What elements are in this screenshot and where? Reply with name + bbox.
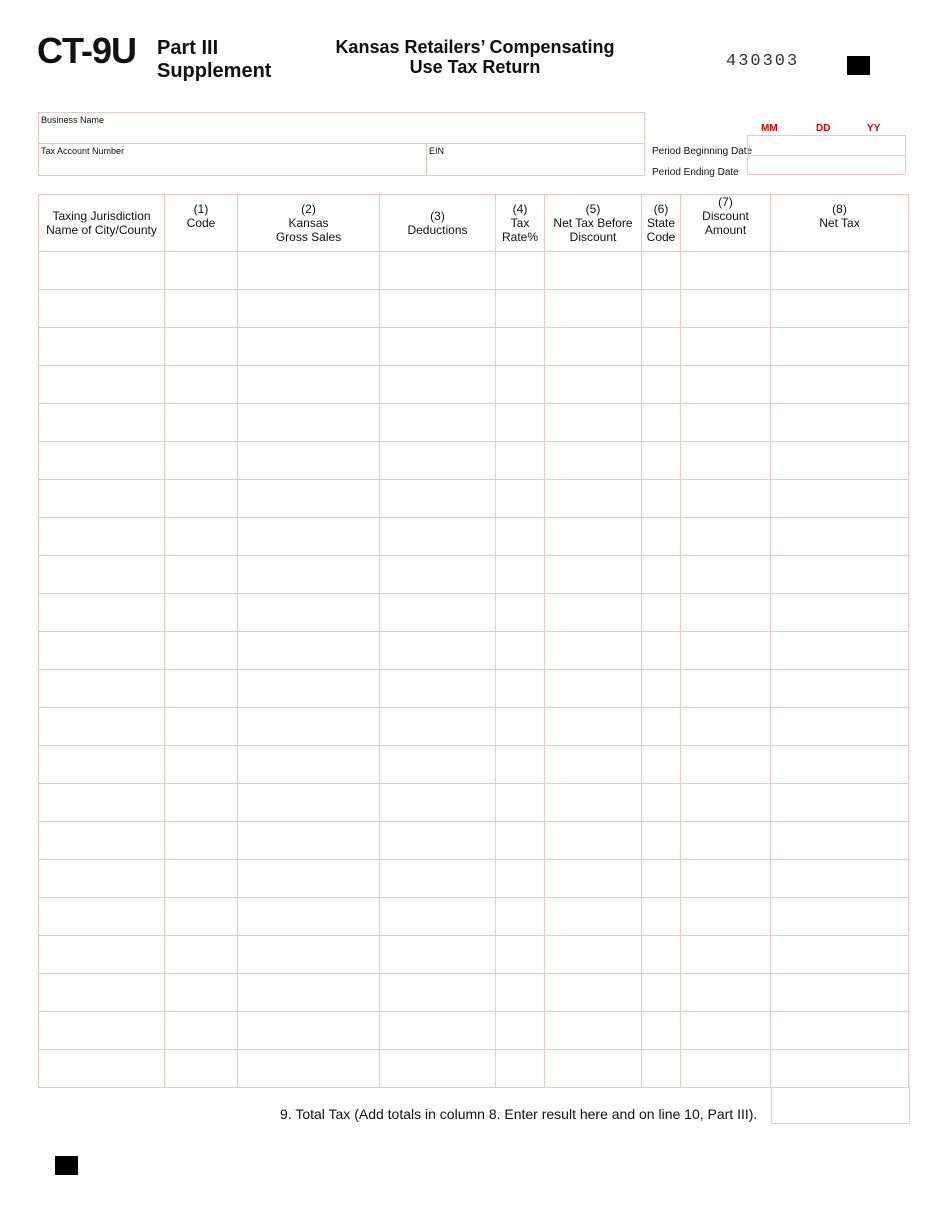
table-cell[interactable] [771, 670, 909, 708]
table-cell[interactable] [771, 860, 909, 898]
table-cell[interactable] [39, 556, 165, 594]
business-name-field[interactable] [38, 112, 645, 144]
table-row [39, 860, 909, 898]
table-row [39, 518, 909, 556]
table-cell[interactable] [380, 518, 496, 556]
title-line-2: Use Tax Return [409, 57, 541, 77]
table-cell[interactable] [238, 1012, 380, 1050]
table-cell[interactable] [165, 898, 238, 936]
table-cell[interactable] [380, 708, 496, 746]
table-cell[interactable] [681, 594, 771, 632]
table-cell[interactable] [642, 746, 681, 784]
table-cell[interactable] [496, 708, 545, 746]
table-cell[interactable] [496, 898, 545, 936]
table-cell[interactable] [642, 936, 681, 974]
table-row [39, 632, 909, 670]
table-cell[interactable] [380, 632, 496, 670]
table-cell[interactable] [238, 328, 380, 366]
table-cell[interactable] [545, 480, 642, 518]
table-cell[interactable] [496, 442, 545, 480]
table-cell[interactable] [642, 252, 681, 290]
table-cell[interactable] [496, 556, 545, 594]
table-row [39, 442, 909, 480]
col-header-discount-amount: (7) Discount Amount [681, 195, 771, 252]
table-row [39, 898, 909, 936]
table-cell[interactable] [39, 860, 165, 898]
table-cell[interactable] [238, 974, 380, 1012]
table-header-row [39, 195, 909, 252]
table-cell[interactable] [771, 290, 909, 328]
table-row [39, 936, 909, 974]
table-cell[interactable] [238, 594, 380, 632]
table-cell[interactable] [165, 1050, 238, 1088]
table-cell[interactable] [165, 632, 238, 670]
table-cell[interactable] [642, 518, 681, 556]
table-cell[interactable] [771, 708, 909, 746]
table-cell[interactable] [681, 784, 771, 822]
ein-label: EIN [429, 146, 445, 156]
table-cell[interactable] [642, 366, 681, 404]
table-cell[interactable] [681, 290, 771, 328]
table-cell[interactable] [545, 366, 642, 404]
table-cell[interactable] [681, 670, 771, 708]
table-cell[interactable] [496, 518, 545, 556]
table-cell[interactable] [238, 556, 380, 594]
table-cell[interactable] [165, 936, 238, 974]
table-cell[interactable] [681, 1050, 771, 1088]
table-cell[interactable] [39, 328, 165, 366]
period-end-label: Period Ending Date [652, 167, 739, 178]
form-id: CT-9U [37, 30, 137, 71]
table-cell[interactable] [681, 822, 771, 860]
table-cell[interactable] [545, 1012, 642, 1050]
table-cell[interactable] [238, 784, 380, 822]
table-cell[interactable] [681, 632, 771, 670]
month-heading: MM [761, 123, 778, 134]
ein-field[interactable] [426, 143, 645, 176]
table-cell[interactable] [39, 974, 165, 1012]
table-cell[interactable] [545, 252, 642, 290]
table-cell[interactable] [496, 974, 545, 1012]
business-name-label: Business Name [41, 115, 105, 125]
table-cell[interactable] [165, 290, 238, 328]
table-cell[interactable] [39, 480, 165, 518]
table-cell[interactable] [681, 860, 771, 898]
table-cell[interactable] [39, 290, 165, 328]
table-cell[interactable] [496, 632, 545, 670]
table-cell[interactable] [496, 290, 545, 328]
table-cell[interactable] [771, 594, 909, 632]
table-cell[interactable] [545, 404, 642, 442]
table-cell[interactable] [39, 708, 165, 746]
table-cell[interactable] [39, 936, 165, 974]
table-cell[interactable] [380, 556, 496, 594]
day-heading: DD [816, 123, 831, 134]
table-cell[interactable] [238, 442, 380, 480]
col-header-net-tax: (8) Net Tax [771, 195, 909, 252]
table-cell[interactable] [771, 518, 909, 556]
table-row [39, 404, 909, 442]
table-cell[interactable] [642, 860, 681, 898]
table-cell[interactable] [496, 822, 545, 860]
table-cell[interactable] [165, 366, 238, 404]
table-cell[interactable] [380, 746, 496, 784]
table-cell[interactable] [681, 936, 771, 974]
table-cell[interactable] [238, 898, 380, 936]
table-cell[interactable] [771, 366, 909, 404]
table-cell[interactable] [238, 366, 380, 404]
table-cell[interactable] [380, 594, 496, 632]
table-cell[interactable] [545, 1050, 642, 1088]
table-cell[interactable] [642, 898, 681, 936]
table-cell[interactable] [496, 252, 545, 290]
table-cell[interactable] [681, 252, 771, 290]
table-cell[interactable] [545, 594, 642, 632]
table-cell[interactable] [39, 518, 165, 556]
period-begin-label: Period Beginning Date [652, 146, 753, 157]
table-cell[interactable] [39, 746, 165, 784]
table-cell[interactable] [39, 1050, 165, 1088]
table-cell[interactable] [39, 366, 165, 404]
table-cell[interactable] [238, 1050, 380, 1088]
table-cell[interactable] [238, 404, 380, 442]
table-row [39, 480, 909, 518]
table-cell[interactable] [545, 290, 642, 328]
table-cell[interactable] [380, 936, 496, 974]
table-cell[interactable] [681, 898, 771, 936]
col-header-net-tax-before-discount: (5) Net Tax Before Discount [545, 195, 642, 252]
table-cell[interactable] [771, 936, 909, 974]
table-cell[interactable] [642, 594, 681, 632]
table-cell[interactable] [165, 746, 238, 784]
col-header-state-code: (6) State Code [642, 195, 681, 252]
table-cell[interactable] [238, 746, 380, 784]
table-cell[interactable] [165, 708, 238, 746]
table-cell[interactable] [380, 1012, 496, 1050]
table-cell[interactable] [380, 860, 496, 898]
table-cell[interactable] [165, 252, 238, 290]
table-cell[interactable] [545, 746, 642, 784]
table-cell[interactable] [771, 442, 909, 480]
table-cell[interactable] [681, 746, 771, 784]
table-cell[interactable] [545, 670, 642, 708]
table-cell[interactable] [545, 328, 642, 366]
table-cell[interactable] [496, 328, 545, 366]
table-cell[interactable] [238, 252, 380, 290]
table-cell[interactable] [771, 784, 909, 822]
table-cell[interactable] [642, 632, 681, 670]
table-cell[interactable] [642, 1012, 681, 1050]
period-end-input[interactable] [747, 155, 906, 175]
table-cell[interactable] [496, 670, 545, 708]
table-cell[interactable] [771, 252, 909, 290]
table-cell[interactable] [642, 442, 681, 480]
table-row [39, 1050, 909, 1088]
table-cell[interactable] [238, 860, 380, 898]
tax-account-field[interactable] [38, 143, 427, 176]
table-cell[interactable] [39, 594, 165, 632]
table-cell[interactable] [545, 784, 642, 822]
table-cell[interactable] [771, 822, 909, 860]
title-line-1: Kansas Retailers’ Compensating [335, 37, 615, 57]
table-cell[interactable] [681, 708, 771, 746]
table-cell[interactable] [165, 442, 238, 480]
table-cell[interactable] [771, 898, 909, 936]
table-cell[interactable] [771, 746, 909, 784]
table-row [39, 1012, 909, 1050]
table-cell[interactable] [642, 670, 681, 708]
table-cell[interactable] [771, 404, 909, 442]
table-cell[interactable] [39, 632, 165, 670]
table-cell[interactable] [681, 366, 771, 404]
table-cell[interactable] [642, 328, 681, 366]
table-cell[interactable] [771, 1050, 909, 1088]
table-cell[interactable] [39, 822, 165, 860]
table-cell[interactable] [238, 290, 380, 328]
part-heading [157, 37, 271, 83]
total-tax-label: 9. Total Tax (Add totals in column 8. Enter result here and on line 10, Part III). [280, 1106, 758, 1122]
table-cell[interactable] [545, 822, 642, 860]
table-row [39, 784, 909, 822]
table-cell[interactable] [496, 936, 545, 974]
table-row [39, 708, 909, 746]
table-cell[interactable] [380, 822, 496, 860]
table-cell[interactable] [380, 898, 496, 936]
table-cell[interactable] [642, 822, 681, 860]
table-cell[interactable] [165, 860, 238, 898]
table-cell[interactable] [642, 1050, 681, 1088]
table-cell[interactable] [238, 708, 380, 746]
table-cell[interactable] [39, 252, 165, 290]
col-header-gross-sales: (2) Kansas Gross Sales [238, 195, 380, 252]
table-cell[interactable] [496, 860, 545, 898]
table-cell[interactable] [545, 556, 642, 594]
tax-account-label: Tax Account Number [41, 146, 125, 156]
table-cell[interactable] [165, 480, 238, 518]
table-cell[interactable] [39, 442, 165, 480]
table-cell[interactable] [380, 480, 496, 518]
table-cell[interactable] [165, 404, 238, 442]
col-header-deductions: (3) Deductions [380, 195, 496, 252]
part-line-2: Supplement [157, 60, 272, 82]
table-cell[interactable] [380, 974, 496, 1012]
table-cell[interactable] [496, 366, 545, 404]
table-cell[interactable] [380, 1050, 496, 1088]
period-begin-input[interactable] [747, 135, 906, 156]
table-cell[interactable] [496, 404, 545, 442]
table-cell[interactable] [165, 594, 238, 632]
table-cell[interactable] [771, 974, 909, 1012]
table-cell[interactable] [496, 746, 545, 784]
table-cell[interactable] [380, 404, 496, 442]
table-cell[interactable] [642, 974, 681, 1012]
table-cell[interactable] [681, 518, 771, 556]
form-code: 430303 [726, 52, 800, 71]
table-cell[interactable] [545, 974, 642, 1012]
table-cell[interactable] [496, 1050, 545, 1088]
col-header-tax-rate: (4) Tax Rate% [496, 195, 545, 252]
table-cell[interactable] [496, 784, 545, 822]
table-cell[interactable] [545, 518, 642, 556]
col-header-code: (1) Code [165, 195, 238, 252]
table-row [39, 252, 909, 290]
table-cell[interactable] [39, 404, 165, 442]
table-cell[interactable] [496, 1012, 545, 1050]
table-row [39, 366, 909, 404]
table-cell[interactable] [771, 556, 909, 594]
table-cell[interactable] [642, 404, 681, 442]
table-cell[interactable] [238, 670, 380, 708]
table-cell[interactable] [238, 518, 380, 556]
table-cell[interactable] [771, 1012, 909, 1050]
table-cell[interactable] [681, 442, 771, 480]
table-cell[interactable] [681, 556, 771, 594]
col-header-jurisdiction: Taxing Jurisdiction Name of City/County [39, 195, 165, 252]
table-row [39, 822, 909, 860]
table-cell[interactable] [39, 784, 165, 822]
table-cell[interactable] [39, 898, 165, 936]
table-body [39, 252, 909, 1088]
table-cell[interactable] [165, 518, 238, 556]
table-row [39, 670, 909, 708]
table-cell[interactable] [771, 328, 909, 366]
table-cell[interactable] [380, 670, 496, 708]
table-cell[interactable] [238, 480, 380, 518]
registration-mark-top [847, 56, 870, 75]
form-title [320, 37, 630, 77]
table-cell[interactable] [545, 898, 642, 936]
table-cell[interactable] [681, 404, 771, 442]
table-cell[interactable] [380, 784, 496, 822]
part-line-1: Part III [157, 37, 219, 59]
table-cell[interactable] [771, 632, 909, 670]
table-cell[interactable] [681, 974, 771, 1012]
table-cell[interactable] [642, 708, 681, 746]
table-row [39, 328, 909, 366]
registration-mark-bottom [55, 1156, 78, 1175]
total-tax-input[interactable] [771, 1087, 910, 1124]
table-cell[interactable] [165, 822, 238, 860]
table-cell[interactable] [39, 1012, 165, 1050]
table-cell[interactable] [545, 860, 642, 898]
table-cell[interactable] [238, 632, 380, 670]
table-cell[interactable] [681, 480, 771, 518]
table-cell[interactable] [165, 556, 238, 594]
year-heading: YY [867, 123, 881, 134]
table-cell[interactable] [642, 480, 681, 518]
table-cell[interactable] [380, 252, 496, 290]
table-cell[interactable] [545, 632, 642, 670]
table-cell[interactable] [496, 480, 545, 518]
table-cell[interactable] [238, 936, 380, 974]
table-cell[interactable] [165, 784, 238, 822]
table-cell[interactable] [165, 328, 238, 366]
table-cell[interactable] [380, 442, 496, 480]
table-cell[interactable] [165, 670, 238, 708]
table-cell[interactable] [165, 974, 238, 1012]
table-row [39, 746, 909, 784]
table-cell[interactable] [642, 290, 681, 328]
table-cell[interactable] [39, 670, 165, 708]
table-cell[interactable] [238, 822, 380, 860]
table-cell[interactable] [681, 328, 771, 366]
table-row [39, 974, 909, 1012]
table-row [39, 290, 909, 328]
table-cell[interactable] [545, 442, 642, 480]
table-cell[interactable] [545, 936, 642, 974]
table-cell[interactable] [642, 784, 681, 822]
table-cell[interactable] [380, 290, 496, 328]
table-row [39, 556, 909, 594]
table-cell[interactable] [165, 1012, 238, 1050]
jurisdiction-table [38, 194, 909, 1088]
table-cell[interactable] [642, 556, 681, 594]
table-row [39, 594, 909, 632]
table-cell[interactable] [681, 1012, 771, 1050]
table-cell[interactable] [380, 366, 496, 404]
table-cell[interactable] [771, 480, 909, 518]
table-cell[interactable] [545, 708, 642, 746]
table-cell[interactable] [380, 328, 496, 366]
table-cell[interactable] [496, 594, 545, 632]
